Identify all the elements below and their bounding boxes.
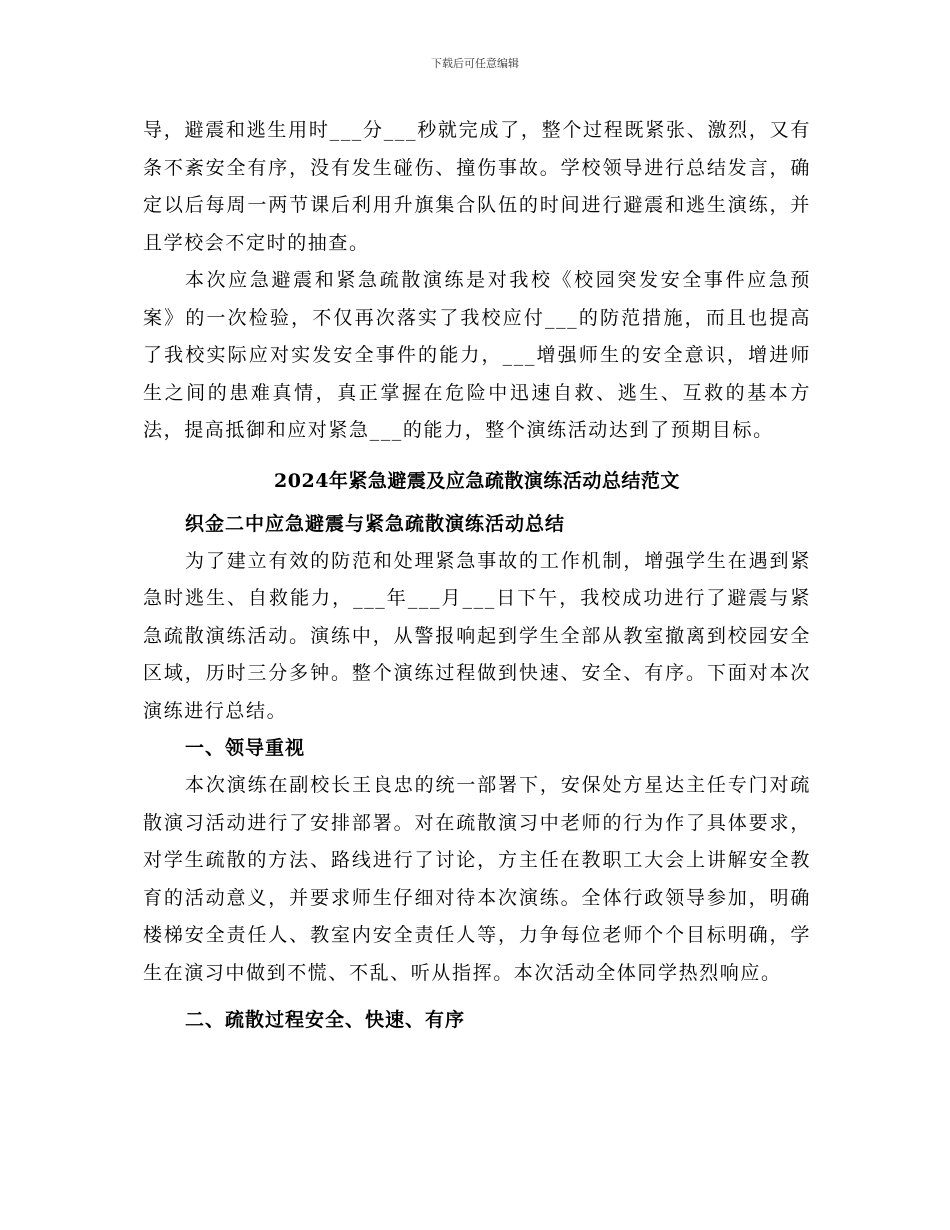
section-heading-evacuation: 二、疏散过程安全、快速、有序 — [185, 1009, 466, 1031]
document-title: 2024年紧急避震及应急疏散演练活动总结范文 — [274, 469, 680, 492]
paragraph-summary: 本次应急避震和紧急疏散演练是对我校《校园突发安全事件应急预案》的一次检验，不仅再次落实了我校应付___的防范措施，而且也提高了我校实际应对实发安全事件的能力，___增强师生的安全意识，增进师生之间的患难真情，真正掌握在危险中迅速自救、逃生、互救的基本方法，提高抵御和应对紧急___的能力，整个演练活动达到了预期目标。 — [143, 269, 811, 441]
document-subtitle: 织金二中应急避震与紧急疏散演练活动总结 — [185, 512, 566, 535]
section-heading-leadership: 一、领导重视 — [185, 737, 306, 759]
paragraph-intro: 为了建立有效的防范和处理紧急事故的工作机制，增强学生在遇到紧急时逃生、自救能力，___年___月___日下午，我校成功进行了避震与紧急疏散演练活动。演练中，从警报响起到学生全部从教室撤离到校园安全区域，历时三分多钟。整个演练过程做到快速、安全、有序。下面对本次演练进行总结。 — [143, 549, 811, 722]
paragraph-continued: 导，避震和逃生用时___分___秒就完成了，整个过程既紧张、激烈，又有条不紊安全有序，没有发生碰伤、撞伤事故。学校领导进行总结发言，确定以后每周一两节课后利用升旗集合队伍的时间进行避震和逃生演练，并且学校会不定时的抽查。 — [143, 119, 811, 254]
paragraph-leadership: 本次演练在副校长王良忠的统一部署下，安保处方星达主任专门对疏散演习活动进行了安排部署。对在疏散演习中老师的行为作了具体要求，对学生疏散的方法、路线进行了讨论，方主任在教职工大会上讲解安全教育的活动意义，并要求师生仔细对待本次演练。全体行政领导参加，明确楼梯安全责任人、教室内安全责任人等，力争每位老师个个目标明确，学生在演习中做到不慌、不乱、听从指挥。本次活动全体同学热烈响应。 — [143, 774, 811, 984]
document-body — [143, 112, 811, 1039]
page-header: 下载后可任意编辑 — [431, 57, 519, 70]
